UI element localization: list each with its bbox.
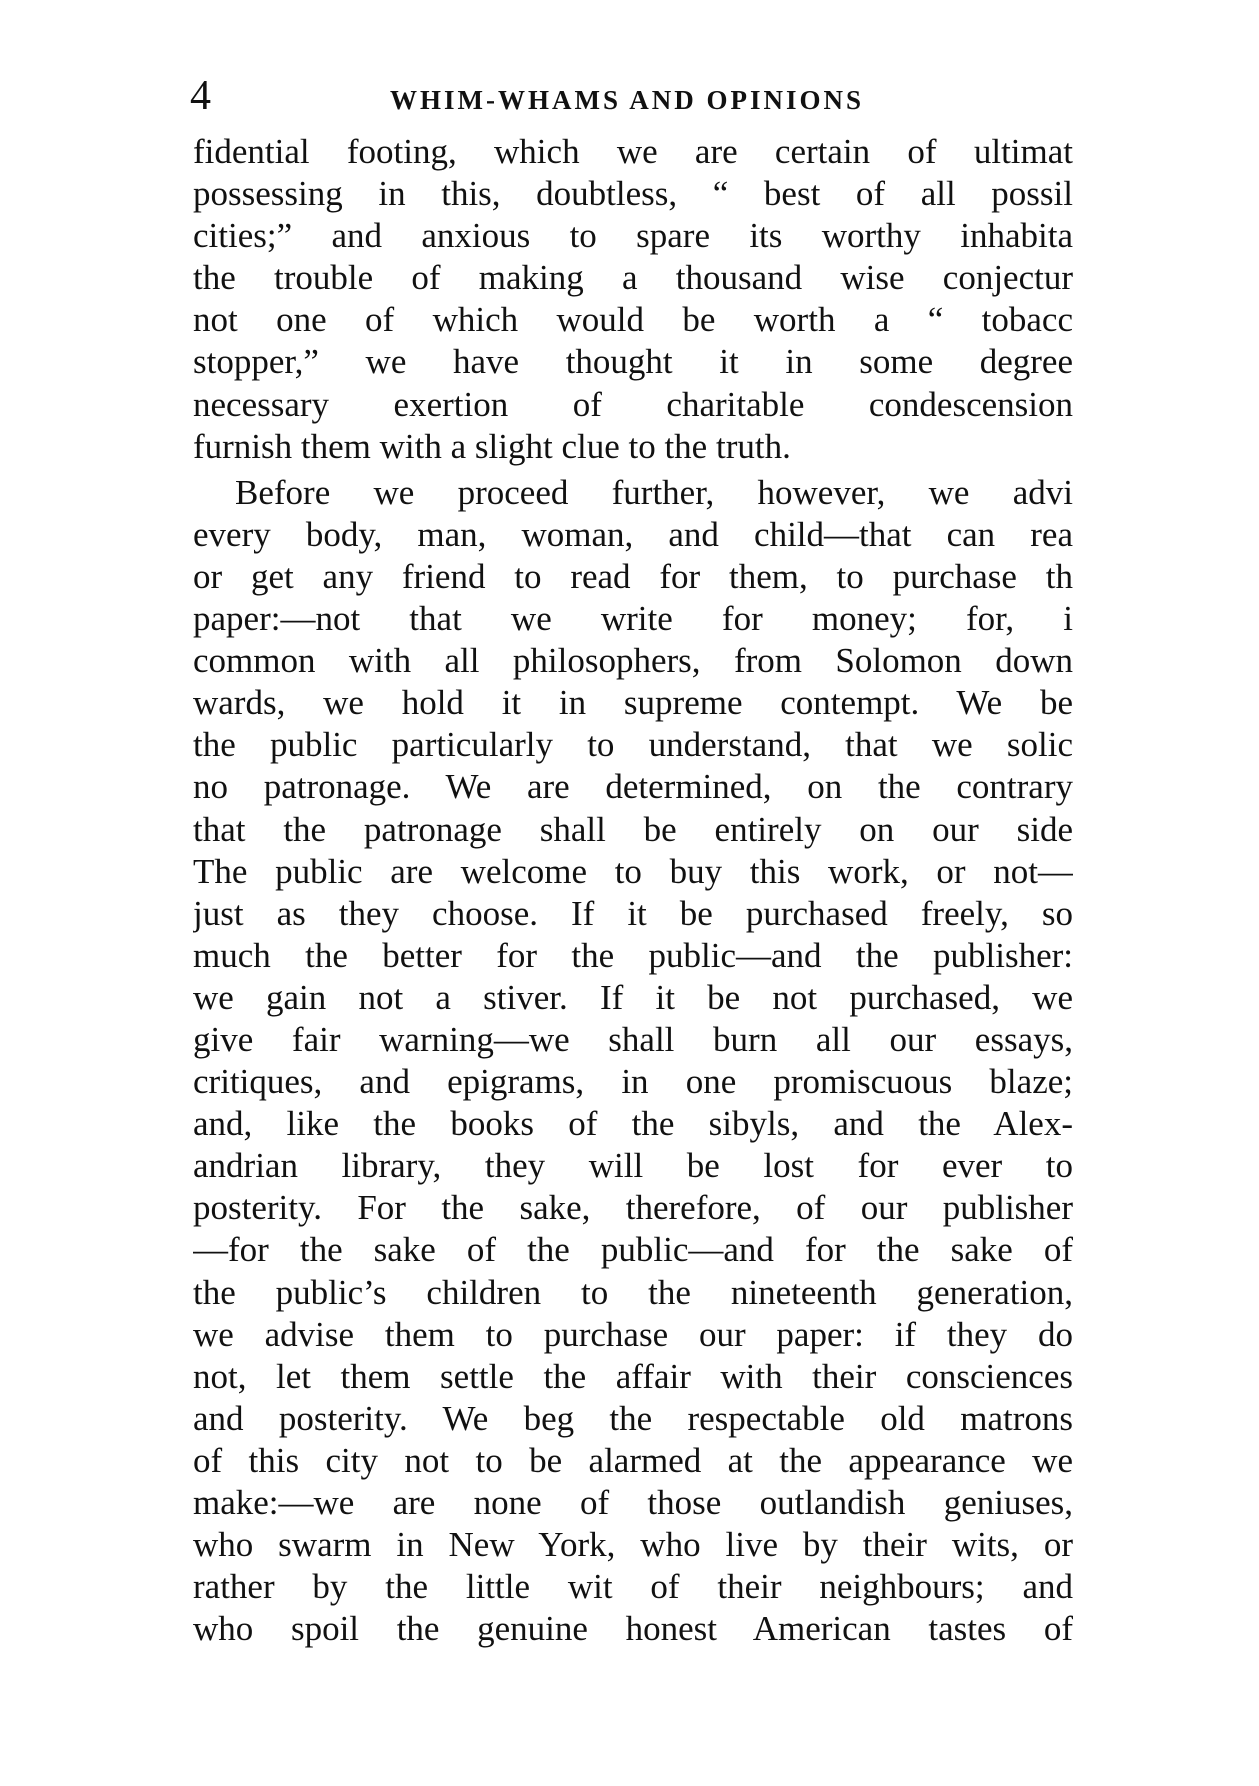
text-line: critiques, and epigrams, in one promiscuous blaze; [193, 1062, 1073, 1102]
text-line: who spoil the genuine honest American tastes of [193, 1609, 1073, 1649]
text-line: who swarm in New York, who live by their wits, or [193, 1525, 1073, 1565]
text-line: wards, we hold it in supreme contempt. We be [193, 683, 1073, 723]
text-line: the public’s children to the nineteenth generation, [193, 1272, 1073, 1312]
text-line: not one of which would be worth a “ tobacc [193, 300, 1073, 340]
text-line: not, let them settle the affair with their consciences [193, 1356, 1073, 1396]
text-line: common with all philosophers, from Solomon down [193, 641, 1073, 681]
text-line: fidential footing, which we are certain of ultimat [193, 132, 1073, 171]
text-line: and posterity. We beg the respectable old matrons [193, 1398, 1073, 1438]
running-title: WHIM-WHAMS AND OPINIONS [390, 85, 865, 115]
text-line: The public are welcome to buy this work, or not— [193, 851, 1073, 891]
text-line: every body, man, woman, and child—that can rea [193, 514, 1073, 554]
text-line: Before we proceed further, however, we advi [235, 472, 1073, 512]
text-line: andrian library, they will be lost for ever to [193, 1146, 1073, 1186]
text-line: we gain not a stiver. If it be not purchased, we [193, 977, 1073, 1017]
body-text [193, 131, 1073, 1650]
page-number: 4 [190, 73, 211, 119]
text-line: no patronage. We are determined, on the contrary [193, 767, 1073, 807]
text-line: just as they choose. If it be purchased freely, so [193, 893, 1073, 933]
text-line: the trouble of making a thousand wise conjectur [193, 258, 1073, 298]
text-line: furnish them with a slight clue to the truth. [193, 426, 791, 466]
text-line: cities;” and anxious to spare its worthy inhabita [193, 216, 1073, 256]
text-line: the public particularly to understand, that we solic [193, 725, 1073, 765]
text-line: we advise them to purchase our paper: if they do [193, 1314, 1073, 1354]
text-line: that the patronage shall be entirely on our side [193, 809, 1073, 849]
text-line: —for the sake of the public—and for the sake of [193, 1230, 1073, 1270]
text-line: paper:—not that we write for money; for, i [193, 599, 1073, 639]
text-line: posterity. For the sake, therefore, of our publisher [193, 1188, 1073, 1228]
text-line: necessary exertion of charitable condescension [193, 384, 1073, 424]
page-header [190, 66, 1070, 126]
text-line: or get any friend to read for them, to purchase th [193, 556, 1073, 596]
text-line: and, like the books of the sibyls, and the Alex- [193, 1104, 1073, 1144]
text-line: give fair warning—we shall burn all our essays, [193, 1019, 1073, 1059]
text-line: of this city not to be alarmed at the appearance we [193, 1440, 1073, 1480]
text-line: much the better for the public—and the publisher: [193, 935, 1073, 975]
paragraph-1 [193, 131, 1073, 468]
text-line: rather by the little wit of their neighbours; and [193, 1567, 1073, 1607]
text-line: make:—we are none of those outlandish geniuses, [193, 1483, 1073, 1522]
paragraph-2 [193, 472, 1073, 1651]
text-line: possessing in this, doubtless, “ best of all possil [193, 174, 1073, 214]
text-line: stopper,” we have thought it in some degree [193, 342, 1073, 382]
